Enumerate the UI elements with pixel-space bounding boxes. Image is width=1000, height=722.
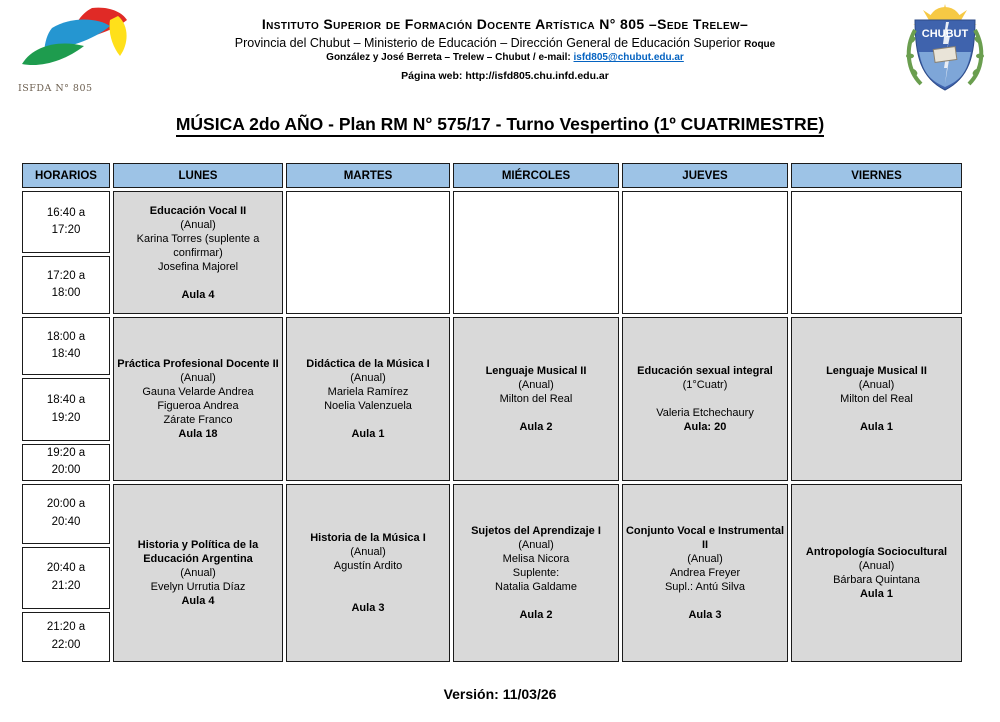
time-slot: 20:00 a 20:40 <box>22 484 110 544</box>
institution-subline: Provincia del Chubut – Ministerio de Educación – Dirección General de Educación Superior Roque <box>234 35 776 50</box>
class-line: Supl.: Antú Silva <box>664 580 746 593</box>
class-cell-lunes-block2 <box>113 317 283 481</box>
class-cell-lunes-block1 <box>113 191 283 314</box>
class-line: Bárbara Quintana <box>833 573 920 586</box>
class-line: (Anual) <box>858 559 895 572</box>
time-slot: 18:40 a 19:20 <box>22 378 110 441</box>
institution-name: Instituto Superior de Formación Docente Artística N° 805 –Sede Trelew– <box>261 16 749 32</box>
class-line: Noelia Valenzuela <box>324 399 412 412</box>
class-line <box>114 274 282 288</box>
class-line-bold: Aula 4 <box>181 288 215 301</box>
class-line: Milton del Real <box>840 392 913 405</box>
class-line: Karina Torres (suplente a confirmar) <box>136 232 260 259</box>
schedule-table-body <box>22 163 962 662</box>
class-cell-viernes-block1 <box>791 191 962 314</box>
class-line-bold: Lenguaje Musical II <box>826 364 927 377</box>
class-cell-miercoles-block1 <box>453 191 619 314</box>
column-header-horarios: HORARIOS <box>22 163 110 188</box>
column-header-martes: MARTES <box>286 163 450 188</box>
class-line: Milton del Real <box>499 392 573 405</box>
class-line-bold: Aula 1 <box>859 420 893 433</box>
class-line: (Anual) <box>180 218 216 231</box>
class-line: (1°Cuatr) <box>682 378 728 391</box>
class-line: (Anual) <box>858 378 895 391</box>
time-slot: 17:20 a 18:00 <box>22 256 110 314</box>
chubut-shield-label: CHUBUT <box>921 28 969 40</box>
column-header-miercoles: MIÉRCOLES <box>453 163 619 188</box>
class-line-bold: Educación sexual integral <box>637 364 773 377</box>
class-line: Natalia Galdame <box>495 580 577 593</box>
column-header-viernes: VIERNES <box>791 163 962 188</box>
class-cell-viernes-block3 <box>791 484 962 662</box>
email-label: / e-mail: <box>532 52 571 64</box>
class-line <box>287 587 449 601</box>
time-slot: 20:40 a 21:20 <box>22 547 110 609</box>
class-line-bold: Historia y Política de la Educación Argentina <box>137 538 259 565</box>
version-label: Versión: 11/03/26 <box>443 686 557 702</box>
class-line: Gauna Velarde Andrea <box>142 385 254 398</box>
schedule-table <box>19 160 965 665</box>
time-slot: 16:40 a 17:20 <box>22 191 110 253</box>
class-line: (Anual) <box>687 552 723 565</box>
class-cell-jueves-block2 <box>622 317 788 481</box>
class-line-bold: Aula 4 <box>181 594 215 607</box>
schedule-table-wrap <box>19 160 965 665</box>
class-line-bold: Aula 1 <box>859 587 893 600</box>
chubut-shield-icon <box>903 4 987 96</box>
email-link[interactable]: isfd805@chubut.edu.ar <box>573 52 684 64</box>
class-line <box>287 573 449 587</box>
web-label: Página web: <box>401 69 463 82</box>
institution-header <box>175 16 835 83</box>
class-line: (Anual) <box>180 566 216 579</box>
class-line: (Anual) <box>180 371 216 384</box>
class-line-bold: Aula 3 <box>688 608 722 621</box>
class-cell-jueves-block1 <box>622 191 788 314</box>
class-line-bold: Aula 3 <box>351 601 385 614</box>
class-line: Mariela Ramírez <box>327 385 409 398</box>
class-line: Zárate Franco <box>163 413 233 426</box>
class-cell-jueves-block3 <box>622 484 788 662</box>
class-line <box>287 413 449 427</box>
class-line <box>454 406 618 420</box>
class-line <box>792 406 961 420</box>
dam-emblem <box>933 47 957 63</box>
column-header-jueves: JUEVES <box>622 163 788 188</box>
time-slot: 18:00 a 18:40 <box>22 317 110 375</box>
class-line: Evelyn Urrutia Díaz <box>150 580 246 593</box>
class-cell-lunes-block3 <box>113 484 283 662</box>
class-line: Suplente: <box>512 566 560 579</box>
class-cell-miercoles-block2 <box>453 317 619 481</box>
class-line-bold: Lenguaje Musical II <box>485 364 587 377</box>
class-line: Andrea Freyer <box>669 566 741 579</box>
class-line <box>623 594 787 608</box>
class-line: (Anual) <box>350 371 386 384</box>
class-line-bold: Historia de la Música I <box>310 531 426 544</box>
class-line-bold: Sujetos del Aprendizaje I <box>471 524 601 537</box>
class-line: Figueroa Andrea <box>157 399 239 412</box>
isfda-ribbons-icon <box>14 6 132 80</box>
time-slot: 19:20 a 20:00 <box>22 444 110 481</box>
address-part2: González y José Berreta – Trelew – Chubut <box>326 52 531 64</box>
class-cell-miercoles-block3 <box>453 484 619 662</box>
page-title: MÚSICA 2do AÑO - Plan RM N° 575/17 - Turno Vespertino (1º CUATRIMESTRE) <box>0 114 1000 135</box>
class-line: Josefina Majorel <box>157 260 239 273</box>
class-line-bold: Conjunto Vocal e Instrumental II <box>625 524 785 551</box>
class-line-bold: Aula 2 <box>519 420 553 433</box>
class-line: Agustín Ardito <box>333 559 403 572</box>
column-header-lunes: LUNES <box>113 163 283 188</box>
class-line-bold: Aula 1 <box>351 427 385 440</box>
time-slot: 21:20 a 22:00 <box>22 612 110 662</box>
class-cell-martes-block3 <box>286 484 450 662</box>
isfda-logo <box>14 6 144 94</box>
class-cell-viernes-block2 <box>791 317 962 481</box>
class-line-bold: Aula 2 <box>519 608 553 621</box>
web-url: http://isfd805.chu.infd.edu.ar <box>465 69 609 82</box>
class-line-bold: Educación Vocal II <box>149 204 247 217</box>
class-line-bold: Práctica Profesional Docente II <box>117 357 279 370</box>
class-line-bold: Aula: 20 <box>683 420 727 433</box>
class-line-bold: Antropología Sociocultural <box>805 545 948 558</box>
class-line-bold: Didáctica de la Música I <box>306 357 430 370</box>
class-line: (Anual) <box>518 538 554 551</box>
address-part1: Roque <box>744 38 776 50</box>
class-line: (Anual) <box>518 378 554 391</box>
class-line <box>454 594 618 608</box>
class-line: (Anual) <box>350 545 386 558</box>
chubut-shield-logo <box>902 4 988 101</box>
class-line <box>623 392 787 406</box>
isfda-logo-label: ISFDA N° 805 <box>18 83 93 94</box>
class-cell-martes-block2 <box>286 317 450 481</box>
class-cell-martes-block1 <box>286 191 450 314</box>
web-line <box>175 70 835 83</box>
class-line-bold: Aula 18 <box>178 427 218 440</box>
address-line <box>175 52 835 65</box>
class-line: Valeria Etchechaury <box>656 406 754 419</box>
class-line: Melisa Nicora <box>502 552 570 565</box>
